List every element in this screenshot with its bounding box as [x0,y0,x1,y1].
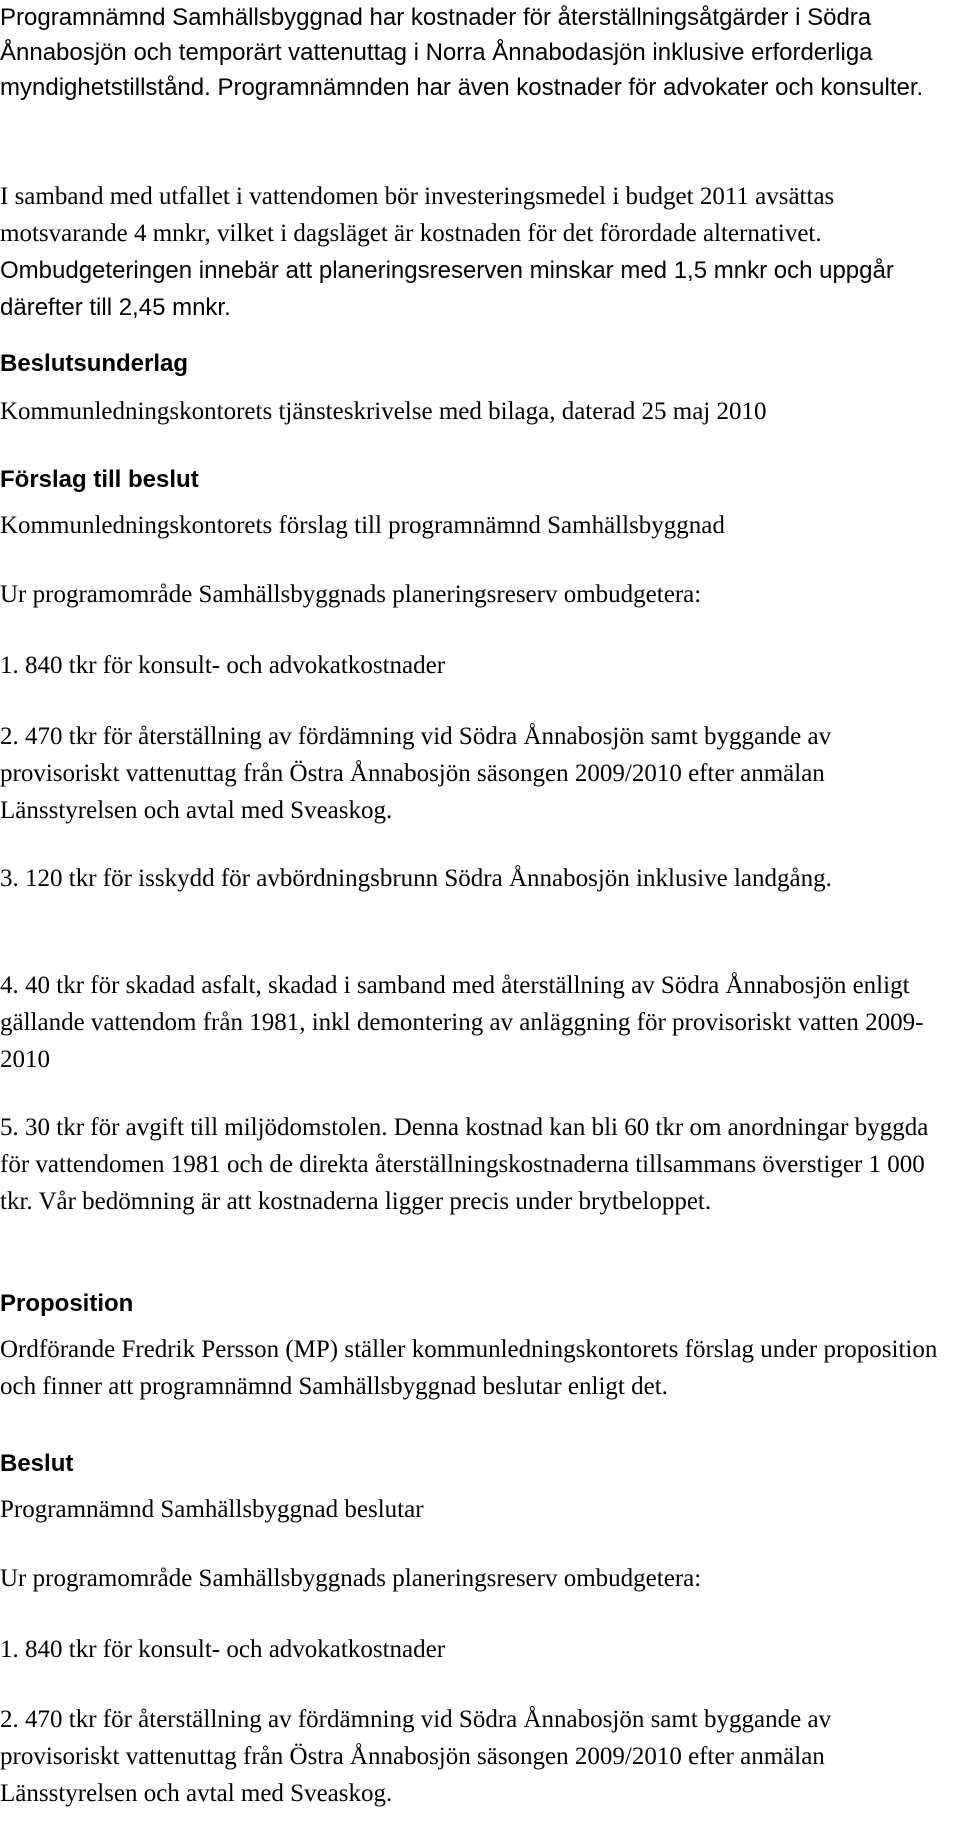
proposition-text: Ordförande Fredrik Persson (MP) ställer kommunledningskontorets förslag under proposition och finner att programnämnd Samhällsbyggnad beslutar enligt det. [0,1336,938,1400]
heading-beslutsunderlag: Beslutsunderlag [0,350,189,377]
heading-proposition: Proposition [0,1290,134,1317]
ombudgetera-intro: Ur programområde Samhällsbyggnads planeringsreserv ombudgetera: [0,581,702,608]
forslag-item-5: 5. 30 tkr för avgift till miljödomstolen. Denna kostnad kan bli 60 tkr om anordningar byggda för vattendomen 1981 och de direkta återställningskostnaderna tillsammans överstiger 1 000 tkr. Vår bedömning är att kostnaderna ligger precis under brytbeloppet. [0,1114,929,1215]
forslag-text: Kommunledningskontorets förslag till programnämnd Samhällsbyggnad [0,512,725,539]
forslag-item-3: 3. 120 tkr för isskydd för avbördningsbrunn Södra Ånnabosjön inklusive landgång. [0,865,832,892]
beslut-ombudgetera-intro: Ur programområde Samhällsbyggnads planeringsreserv ombudgetera: [0,1565,702,1592]
heading-forslag-till-beslut: Förslag till beslut [0,466,199,493]
budget-paragraph [0,178,940,326]
heading-beslut: Beslut [0,1450,74,1477]
forslag-item-2: 2. 470 tkr för återställning av fördämning vid Södra Ånnabosjön samt byggande av provisoriskt vattenuttag från Östra Ånnabosjön säsongen 2009/2010 efter anmälan Länsstyrelsen och avtal med Sveaskog. [0,723,832,824]
beslut-text: Programnämnd Samhällsbyggnad beslutar [0,1496,424,1523]
forslag-item-4: 4. 40 tkr för skadad asfalt, skadad i samband med återställning av Södra Ånnabosjön enligt gällande vattendom från 1981, inkl demontering av anläggning för provisoriskt vatten 2009-2010 [0,972,924,1073]
beslut-item-2: 2. 470 tkr för återställning av fördämning vid Södra Ånnabosjön samt byggande av provisoriskt vattenuttag från Östra Ånnabosjön säsongen 2009/2010 efter anmälan Länsstyrelsen och avtal med Sveaskog. [0,1706,832,1807]
budget-paragraph-sans: Ombudgeteringen innebär att planeringsreserven minskar med 1,5 mnkr och uppgår därefter till 2,45 mnkr. [0,257,894,321]
beslutsunderlag-text: Kommunledningskontorets tjänsteskrivelse med bilaga, daterad 25 maj 2010 [0,398,767,425]
forslag-item-1: 1. 840 tkr för konsult- och advokatkostnader [0,652,446,679]
budget-paragraph-serif: I samband med utfallet i vattendomen bör investeringsmedel i budget 2011 avsättas motsvarande 4 mnkr, vilket i dagsläget är kostnaden för det förordade alternativet. [0,183,835,247]
intro-paragraph: Programnämnd Samhällsbyggnad har kostnader för återställningsåtgärder i Södra Ånnabosjön och temporärt vattenuttag i Norra Ånnabodasjön inklusive erforderliga myndighetstillstånd. Programnämnden har även kostnader för advokater och konsulter. [0,4,924,101]
beslut-item-1: 1. 840 tkr för konsult- och advokatkostnader [0,1636,446,1663]
